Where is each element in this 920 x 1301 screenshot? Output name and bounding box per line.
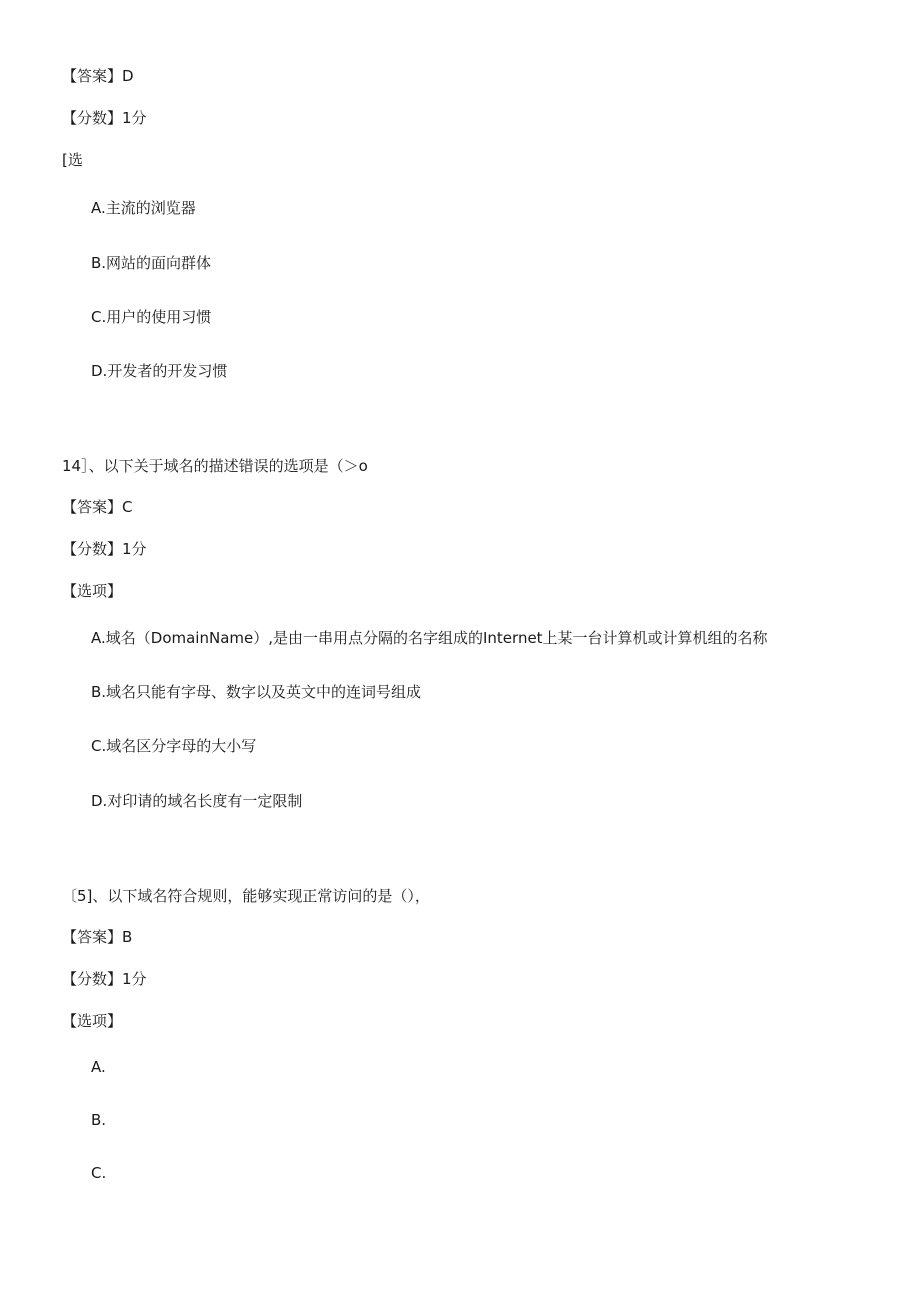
options-label: 【选项】 <box>62 1012 123 1030</box>
options-label: [选 <box>62 151 83 169</box>
question-14: 14］、以下关于域名的描述错误的选项是（＞o <box>62 457 368 475</box>
option-c: C.域名区分字母的大小写 <box>91 737 257 755</box>
option-b: B. <box>91 1111 107 1129</box>
option-c: C.用户的使用习惯 <box>91 308 212 326</box>
answer-line: 【答案】C <box>62 498 133 516</box>
option-b: B.网站的面向群体 <box>91 254 212 272</box>
answer-line: 【答案】B <box>62 928 133 946</box>
option-c: C. <box>91 1164 107 1182</box>
option-a: A.主流的浏览器 <box>91 199 196 217</box>
score-line: 【分数】1分 <box>62 970 147 988</box>
option-a: A. <box>91 1058 106 1076</box>
option-d: D.对印请的域名长度有一定限制 <box>91 792 303 810</box>
option-a: A.域名（DomainName）,是由一串用点分隔的名字组成的Internet上某一台计算机或计算机组的名称 <box>91 629 768 647</box>
options-label: 【选项】 <box>62 582 123 600</box>
answer-line: 【答案】D <box>62 67 134 85</box>
score-line: 【分数】1分 <box>62 540 147 558</box>
option-b: B.域名只能有字母、数字以及英文中的连词号组成 <box>91 683 422 701</box>
score-line: 【分数】1分 <box>62 109 147 127</box>
question-15: 〔5]、以下域名符合规则，能够实现正常访问的是（）， <box>62 887 430 905</box>
option-d: D.开发者的开发习惯 <box>91 362 228 380</box>
